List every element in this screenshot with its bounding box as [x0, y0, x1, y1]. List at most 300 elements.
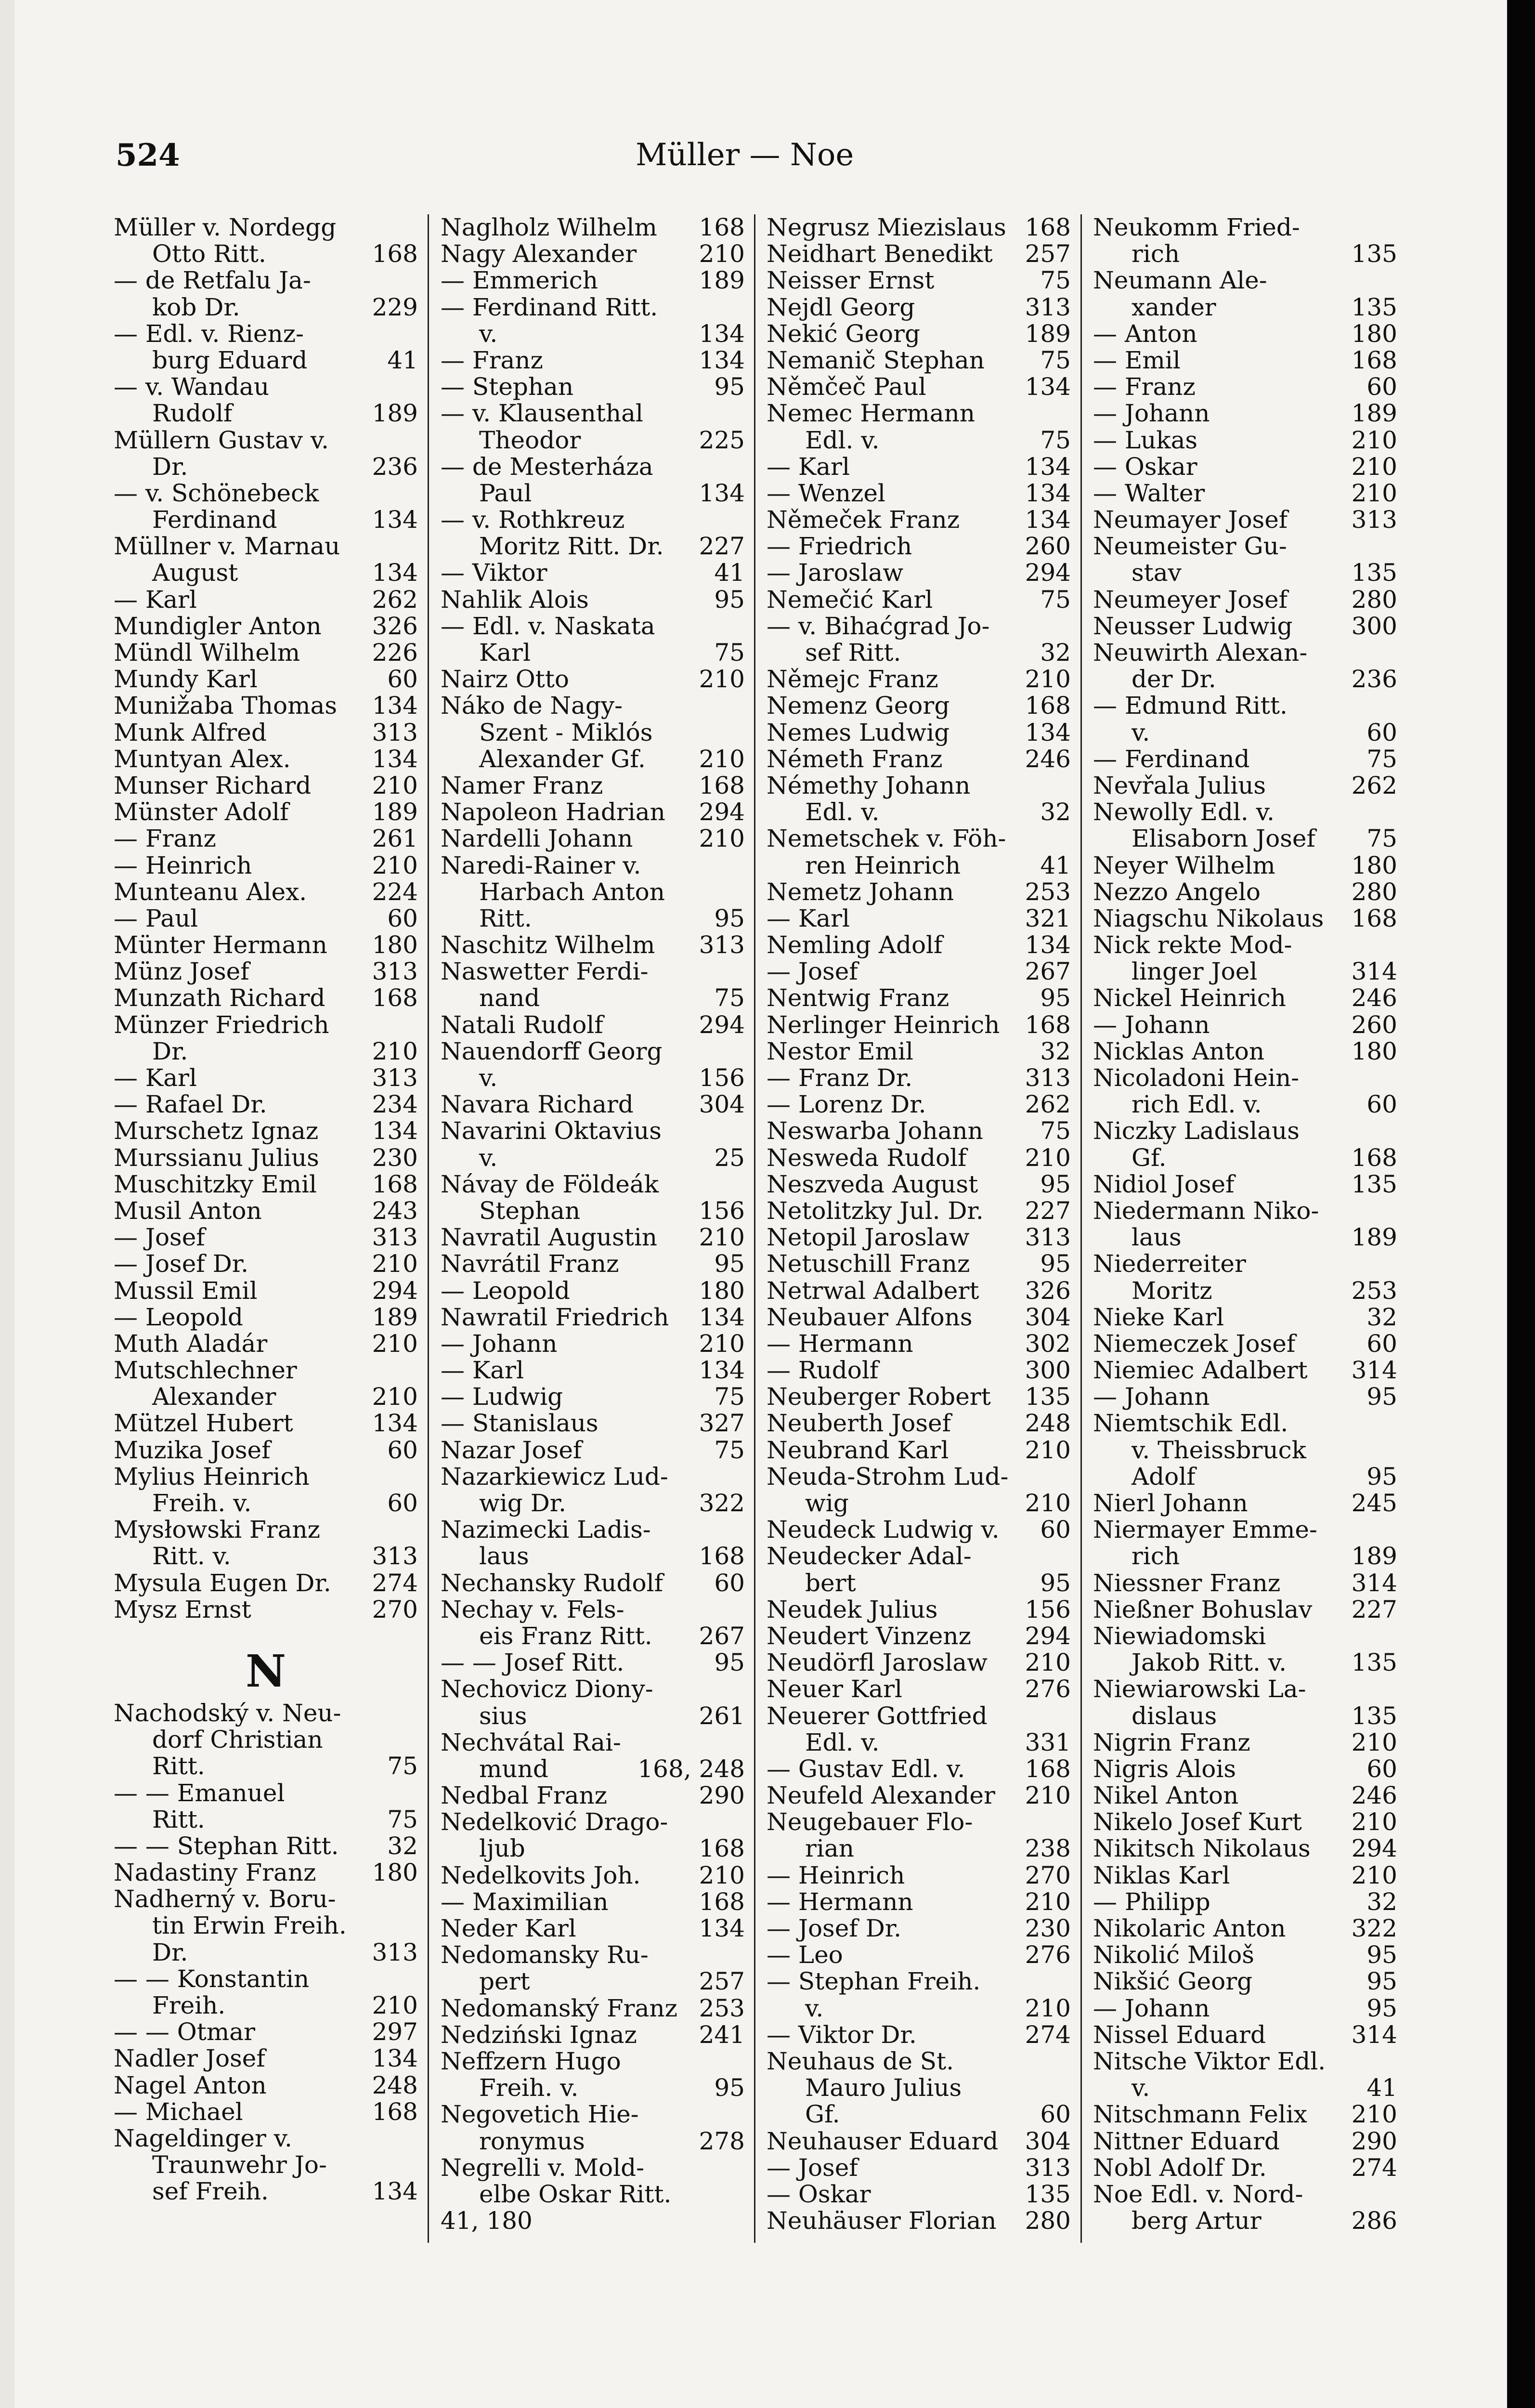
- entry-name: Ritt. v.: [152, 1542, 231, 1570]
- entry-page-ref: 95: [714, 2074, 745, 2102]
- entry-name: Nemetschek v. Föh-: [767, 824, 1006, 853]
- index-entry: [114, 1886, 418, 1912]
- index-entry: [767, 1278, 1071, 1304]
- index-entry: [114, 1939, 418, 1966]
- entry-name: Neisser Ernst: [767, 266, 935, 295]
- index-entry: [114, 1065, 418, 1091]
- index-entry: [767, 1038, 1071, 1065]
- index-entry: [441, 480, 745, 507]
- entry-name: Gf.: [805, 2100, 840, 2129]
- entry-name: Neumeyer Josef: [1093, 585, 1288, 614]
- entry-page-ref: 156: [699, 1064, 745, 1092]
- entry-name: Neubauer Alfons: [767, 1303, 973, 1331]
- index-entry: [767, 799, 1071, 825]
- index-entry: [114, 241, 418, 267]
- entry-name: Neyer Wilhelm: [1093, 851, 1275, 879]
- index-entry: [114, 2099, 418, 2125]
- index-entry: [441, 799, 745, 825]
- entry-name: Freih. v.: [152, 1489, 252, 1517]
- index-entry: [114, 2045, 418, 2072]
- entry-name: v. Theissbruck: [1132, 1436, 1306, 1464]
- index-entry: [767, 1091, 1071, 1118]
- entry-name: — Johann: [441, 1329, 558, 1358]
- entry-page-ref: 168: [1351, 346, 1397, 374]
- entry-name: — Stephan Freih.: [767, 1967, 981, 1996]
- index-entry: [767, 1782, 1071, 1809]
- index-entry: [441, 1357, 745, 1384]
- entry-name: Nittner Eduard: [1093, 2127, 1280, 2155]
- index-entry: [114, 1038, 418, 1065]
- entry-page-ref: 60: [1040, 2100, 1071, 2129]
- index-entry: [1093, 1357, 1397, 1384]
- entry-page-ref: 60: [1366, 1329, 1397, 1358]
- index-entry: [441, 1517, 745, 1543]
- index-entry: [114, 1384, 418, 1410]
- entry-page-ref: 270: [372, 1595, 418, 1623]
- entry-name: Netopil Jaroslaw: [767, 1223, 970, 1252]
- entry-name: v.: [479, 319, 498, 348]
- index-entry: [114, 1464, 418, 1490]
- entry-name: — v. Schönebeck: [114, 479, 319, 507]
- index-entry: [114, 560, 418, 586]
- index-entry: [441, 1676, 745, 1702]
- entry-page-ref: 313: [372, 1223, 418, 1252]
- entry-page-ref: 230: [372, 1143, 418, 1172]
- index-entry: [767, 2155, 1071, 2181]
- entry-name: Szent - Miklós: [479, 718, 653, 746]
- index-entry: [1093, 2101, 1397, 2128]
- index-entry: [441, 879, 745, 905]
- entry-name: Nazimecki Ladis-: [441, 1516, 651, 1544]
- entry-name: — Emmerich: [441, 266, 598, 295]
- entry-page-ref: 304: [1025, 1303, 1071, 1331]
- entry-name: Nechvátal Rai-: [441, 1728, 621, 1756]
- entry-page-ref: 210: [372, 1991, 418, 2019]
- entry-name: Mauro Julius: [805, 2074, 962, 2102]
- entry-name: Nicoladoni Hein-: [1093, 1064, 1300, 1092]
- entry-name: — Heinrich: [114, 851, 252, 879]
- entry-name: Nachodský v. Neu-: [114, 1699, 341, 1727]
- entry-page-ref: 95: [1366, 1994, 1397, 2022]
- entry-page-ref: 95: [714, 904, 745, 932]
- entry-name: Nazar Josef: [441, 1436, 582, 1464]
- index-entry: [441, 400, 745, 427]
- index-entry: [114, 1437, 418, 1464]
- entry-page-ref: 168: [699, 213, 745, 241]
- entry-page-ref: 210: [1025, 665, 1071, 694]
- entry-page-ref: 234: [372, 1090, 418, 1119]
- index-entry: [114, 1198, 418, 1224]
- entry-page-ref: 32: [1040, 1037, 1071, 1065]
- entry-name: Stephan: [479, 1196, 581, 1225]
- entry-name: — v. Wandau: [114, 373, 270, 401]
- entry-name: 41, 180: [441, 2207, 533, 2235]
- entry-page-ref: 294: [699, 798, 745, 826]
- index-entry: [441, 374, 745, 400]
- entry-name: — Stephan: [441, 373, 574, 401]
- index-entry: [114, 1806, 418, 1833]
- entry-page-ref: 180: [1351, 851, 1397, 879]
- index-entry: [767, 560, 1071, 586]
- entry-page-ref: 294: [1025, 1622, 1071, 1650]
- entry-page-ref: 134: [699, 1303, 745, 1331]
- index-entry: [767, 1331, 1071, 1357]
- entry-name: Nedbal Franz: [441, 1781, 607, 1810]
- entry-name: Nagel Anton: [114, 2071, 267, 2099]
- entry-name: Otto Ritt.: [152, 240, 266, 268]
- entry-page-ref: 60: [1040, 1516, 1071, 1544]
- index-entry: [767, 1065, 1071, 1091]
- entry-page-ref: 261: [372, 824, 418, 853]
- entry-page-ref: 210: [1351, 1861, 1397, 1889]
- index-entry: [1093, 1145, 1397, 1171]
- index-entry: [1093, 1331, 1397, 1357]
- index-entry: [767, 1649, 1071, 1676]
- index-entry: [767, 1968, 1071, 1995]
- entry-name: Nekić Georg: [767, 319, 921, 348]
- index-entry: [1093, 1676, 1397, 1702]
- entry-page-ref: 210: [372, 1329, 418, 1358]
- entry-page-ref: 238: [1025, 1834, 1071, 1863]
- entry-page-ref: 210: [372, 851, 418, 879]
- index-entry: [1093, 241, 1397, 267]
- entry-name: burg Eduard: [152, 346, 308, 374]
- entry-name: Nießner Bohuslav: [1093, 1595, 1313, 1623]
- entry-name: Neudert Vinzenz: [767, 1622, 971, 1650]
- index-entry: [1093, 1278, 1397, 1304]
- entry-page-ref: 134: [1025, 931, 1071, 959]
- index-entry: [1093, 427, 1397, 454]
- index-entry: [441, 267, 745, 294]
- index-entry: [114, 799, 418, 825]
- index-entry: [1093, 321, 1397, 347]
- entry-page-ref: 314: [1351, 957, 1397, 986]
- entry-name: — Lorenz Dr.: [767, 1090, 926, 1119]
- index-entry: [114, 267, 418, 294]
- entry-page-ref: 274: [1351, 2153, 1397, 2182]
- index-entry: [441, 1224, 745, 1251]
- entry-name: — Josef: [114, 1223, 205, 1252]
- entry-page-ref: 280: [1351, 877, 1397, 906]
- index-entry: [114, 825, 418, 852]
- entry-name: — — Otmar: [114, 2018, 255, 2046]
- entry-name: Musil Anton: [114, 1196, 262, 1225]
- entry-name: — Edl. v. Naskata: [441, 612, 655, 640]
- entry-page-ref: 168: [699, 1834, 745, 1863]
- index-entry: [767, 1835, 1071, 1862]
- entry-name: Nageldinger v.: [114, 2124, 292, 2152]
- entry-page-ref: 280: [1025, 2207, 1071, 2235]
- entry-page-ref: 60: [387, 1436, 418, 1464]
- entry-page-ref: 326: [1025, 1276, 1071, 1305]
- entry-name: — Franz: [1093, 373, 1196, 401]
- index-entry: [1093, 214, 1397, 241]
- entry-name: stav: [1132, 559, 1182, 587]
- entry-name: laus: [479, 1542, 529, 1570]
- entry-page-ref: 210: [1025, 1649, 1071, 1677]
- entry-name: Neubrand Karl: [767, 1436, 949, 1464]
- index-entry: [441, 720, 745, 746]
- entry-page-ref: 60: [387, 665, 418, 694]
- index-entry: [767, 1517, 1071, 1543]
- index-entry: [767, 1570, 1071, 1597]
- index-entry: [441, 1437, 745, 1464]
- entry-name: laus: [1132, 1223, 1182, 1252]
- entry-name: Neuda-Strohm Lud-: [767, 1462, 1009, 1491]
- index-entry: [767, 294, 1071, 321]
- entry-page-ref: 294: [1351, 1834, 1397, 1863]
- entry-name: — Josef Dr.: [114, 1250, 249, 1278]
- entry-page-ref: 75: [1366, 824, 1397, 853]
- entry-name: — Rudolf: [767, 1356, 879, 1385]
- entry-name: Netrwal Adalbert: [767, 1276, 979, 1305]
- entry-name: — Rafael Dr.: [114, 1090, 267, 1119]
- entry-name: Mundigler Anton: [114, 612, 322, 640]
- entry-page-ref: 180: [1351, 319, 1397, 348]
- entry-page-ref: 168: [372, 984, 418, 1012]
- entry-name: Karl: [479, 639, 531, 667]
- entry-name: Ritt.: [152, 1752, 205, 1780]
- entry-name: — Anton: [1093, 319, 1197, 348]
- entry-name: Niederreiter: [1093, 1250, 1246, 1278]
- index-entry: [767, 1251, 1071, 1277]
- entry-page-ref: 297: [372, 2018, 418, 2046]
- index-entry: [767, 454, 1071, 480]
- entry-name: Neugebauer Flo-: [767, 1808, 973, 1836]
- index-entry: [767, 2208, 1071, 2234]
- page-number: 524: [116, 137, 180, 173]
- entry-name: Muzika Josef: [114, 1436, 271, 1464]
- entry-name: Némethy Johann: [767, 771, 971, 799]
- entry-name: Neudecker Adal-: [767, 1542, 972, 1570]
- entry-page-ref: 313: [372, 957, 418, 986]
- entry-name: v.: [479, 1143, 498, 1172]
- index-entry: [441, 533, 745, 560]
- entry-name: Neudeck Ludwig v.: [767, 1516, 1000, 1544]
- entry-name: Nawratil Friedrich: [441, 1303, 669, 1331]
- entry-name: Muth Aladár: [114, 1329, 268, 1358]
- index-entry: [767, 1889, 1071, 1915]
- entry-page-ref: 134: [372, 1409, 418, 1438]
- index-entry: [114, 613, 418, 640]
- entry-name: v.: [1132, 718, 1150, 746]
- entry-page-ref: 304: [1025, 2127, 1071, 2155]
- entry-name: Münster Adolf: [114, 798, 289, 826]
- index-entry: [114, 1859, 418, 1886]
- index-entry: [441, 2101, 745, 2128]
- index-entry: [1093, 852, 1397, 879]
- index-entry: [1093, 1942, 1397, 1968]
- entry-name: Nadastiny Franz: [114, 1858, 316, 1887]
- index-entry: [114, 1727, 418, 1753]
- entry-page-ref: 313: [699, 931, 745, 959]
- entry-name: v.: [1132, 2074, 1150, 2102]
- index-entry: [767, 321, 1071, 347]
- entry-name: Nechay v. Fels-: [441, 1595, 624, 1623]
- entry-name: Mysula Eugen Dr.: [114, 1569, 331, 1597]
- index-entry: [441, 1091, 745, 1118]
- entry-name: Nicklas Anton: [1093, 1037, 1265, 1065]
- index-entry: [441, 214, 745, 241]
- entry-page-ref: 253: [1351, 1276, 1397, 1305]
- entry-page-ref: 95: [1366, 1941, 1397, 1969]
- entry-page-ref: 210: [372, 771, 418, 799]
- entry-page-ref: 267: [699, 1622, 745, 1650]
- entry-name: Nechansky Rudolf: [441, 1569, 663, 1597]
- index-entry: [441, 1889, 745, 1915]
- entry-name: Niewiarowski La-: [1093, 1675, 1306, 1703]
- entry-page-ref: 321: [1025, 904, 1071, 932]
- index-entry: [1093, 1065, 1397, 1091]
- index-entry: [1093, 1384, 1397, 1410]
- entry-page-ref: 210: [699, 1861, 745, 1889]
- index-entry: [114, 374, 418, 400]
- entry-name: — Stanislaus: [441, 1409, 598, 1438]
- entry-page-ref: 168: [1025, 1010, 1071, 1039]
- index-entry: [767, 1729, 1071, 1756]
- entry-name: Niklas Karl: [1093, 1861, 1230, 1889]
- entry-name: — Karl: [114, 585, 197, 614]
- entry-page-ref: 227: [1025, 1196, 1071, 1225]
- entry-page-ref: 60: [1366, 373, 1397, 401]
- index-entry: [1093, 294, 1397, 321]
- entry-name: ljub: [479, 1834, 525, 1863]
- entry-page-ref: 210: [1025, 1781, 1071, 1810]
- entry-page-ref: 95: [1040, 1170, 1071, 1198]
- entry-page-ref: 262: [1351, 771, 1397, 799]
- index-entry: [114, 985, 418, 1011]
- entry-name: — v. Bihaćgrad Jo-: [767, 612, 990, 640]
- scan-edge: [1507, 0, 1535, 2408]
- entry-name: — Josef: [767, 957, 858, 986]
- index-entry: [441, 1171, 745, 1198]
- entry-page-ref: 189: [1351, 1542, 1397, 1570]
- index-entry: [1093, 400, 1397, 427]
- entry-name: — Franz Dr.: [767, 1064, 913, 1092]
- index-entry: [767, 772, 1071, 799]
- index-entry: [114, 400, 418, 427]
- index-entry: [767, 958, 1071, 985]
- index-entry: [114, 1410, 418, 1437]
- entry-page-ref: 134: [1025, 452, 1071, 481]
- entry-page-ref: 322: [699, 1489, 745, 1517]
- index-entry: [767, 480, 1071, 507]
- entry-name: ren Heinrich: [805, 851, 961, 879]
- entry-page-ref: 134: [699, 479, 745, 507]
- index-entry: [767, 2101, 1071, 2128]
- entry-name: Mutschlechner: [114, 1356, 297, 1385]
- entry-name: Neufeld Alexander: [767, 1781, 995, 1810]
- index-entry: [114, 1278, 418, 1304]
- index-entry: [1093, 1597, 1397, 1623]
- index-entry: [1093, 1038, 1397, 1065]
- index-entry: [767, 1756, 1071, 1782]
- entry-page-ref: 210: [372, 1037, 418, 1065]
- entry-page-ref: 236: [1351, 665, 1397, 694]
- entry-page-ref: 168: [1025, 1754, 1071, 1783]
- index-entry: [114, 720, 418, 746]
- entry-page-ref: 168: [699, 1887, 745, 1916]
- index-entry: [441, 1570, 745, 1597]
- index-entry: [1093, 1756, 1397, 1782]
- entry-page-ref: 257: [1025, 240, 1071, 268]
- entry-name: Naglholz Wilhelm: [441, 213, 657, 241]
- index-entry: [441, 932, 745, 958]
- index-entry: [114, 693, 418, 719]
- entry-name: Nikolić Miloš: [1093, 1941, 1254, 1969]
- entry-page-ref: 227: [699, 532, 745, 561]
- entry-page-ref: 134: [372, 2177, 418, 2206]
- entry-name: Natali Rudolf: [441, 1010, 603, 1039]
- index-entry: [767, 267, 1071, 294]
- index-entry: [114, 1145, 418, 1171]
- index-entry: [1093, 1729, 1397, 1756]
- entry-name: Nevřala Julius: [1093, 771, 1266, 799]
- entry-name: Neffzern Hugo: [441, 2047, 621, 2075]
- entry-name: Mylius Heinrich: [114, 1462, 310, 1491]
- index-entry: [114, 1833, 418, 1859]
- entry-page-ref: 210: [699, 745, 745, 773]
- index-entry: [1093, 1118, 1397, 1144]
- entry-name: Napoleon Hadrian: [441, 798, 665, 826]
- entry-page-ref: 314: [1351, 1356, 1397, 1385]
- entry-name: Edl. v.: [805, 426, 880, 454]
- entry-name: — Jaroslaw: [767, 559, 904, 587]
- index-entry: [1093, 772, 1397, 799]
- index-entry: [1093, 666, 1397, 693]
- index-entry: [767, 2022, 1071, 2048]
- entry-page-ref: 314: [1351, 1569, 1397, 1597]
- index-entry: [114, 1012, 418, 1038]
- index-entry: [767, 2075, 1071, 2101]
- index-entry: [767, 852, 1071, 879]
- index-entry: [441, 1729, 745, 1756]
- index-entry: [767, 374, 1071, 400]
- index-entry: [441, 1304, 745, 1331]
- entry-name: Nauendorff Georg: [441, 1037, 663, 1065]
- entry-page-ref: 25: [714, 1143, 745, 1172]
- entry-name: Niessner Franz: [1093, 1569, 1281, 1597]
- entry-name: — Gustav Edl. v.: [767, 1754, 965, 1783]
- index-entry: [1093, 1091, 1397, 1118]
- index-entry: [767, 427, 1071, 454]
- index-entry: [1093, 932, 1397, 958]
- entry-name: Navratil Augustin: [441, 1223, 657, 1252]
- index-entry: [114, 1331, 418, 1357]
- entry-name: Müllner v. Marnau: [114, 532, 340, 561]
- index-entry: [1093, 1862, 1397, 1889]
- entry-page-ref: 95: [1040, 984, 1071, 1012]
- index-entry: [114, 294, 418, 321]
- entry-page-ref: 313: [1025, 1064, 1071, 1092]
- index-entry: [441, 2181, 745, 2208]
- index-entry: [114, 1966, 418, 1992]
- index-entry: [1093, 560, 1397, 586]
- entry-name: Neumann Ale-: [1093, 266, 1267, 295]
- index-entry: [441, 1968, 745, 1995]
- entry-page-ref: 135: [1351, 1170, 1397, 1198]
- index-entry: [441, 1331, 745, 1357]
- entry-name: Návay de Földeák: [441, 1170, 659, 1198]
- entry-page-ref: 260: [1025, 532, 1071, 561]
- entry-name: Neuerer Gottfried: [767, 1701, 988, 1730]
- index-entry: [767, 1410, 1071, 1437]
- index-entry: [441, 958, 745, 985]
- entry-page-ref: 210: [1351, 2100, 1397, 2129]
- index-entry: [767, 1437, 1071, 1464]
- entry-name: — Paul: [114, 904, 198, 932]
- index-entry: [114, 214, 418, 241]
